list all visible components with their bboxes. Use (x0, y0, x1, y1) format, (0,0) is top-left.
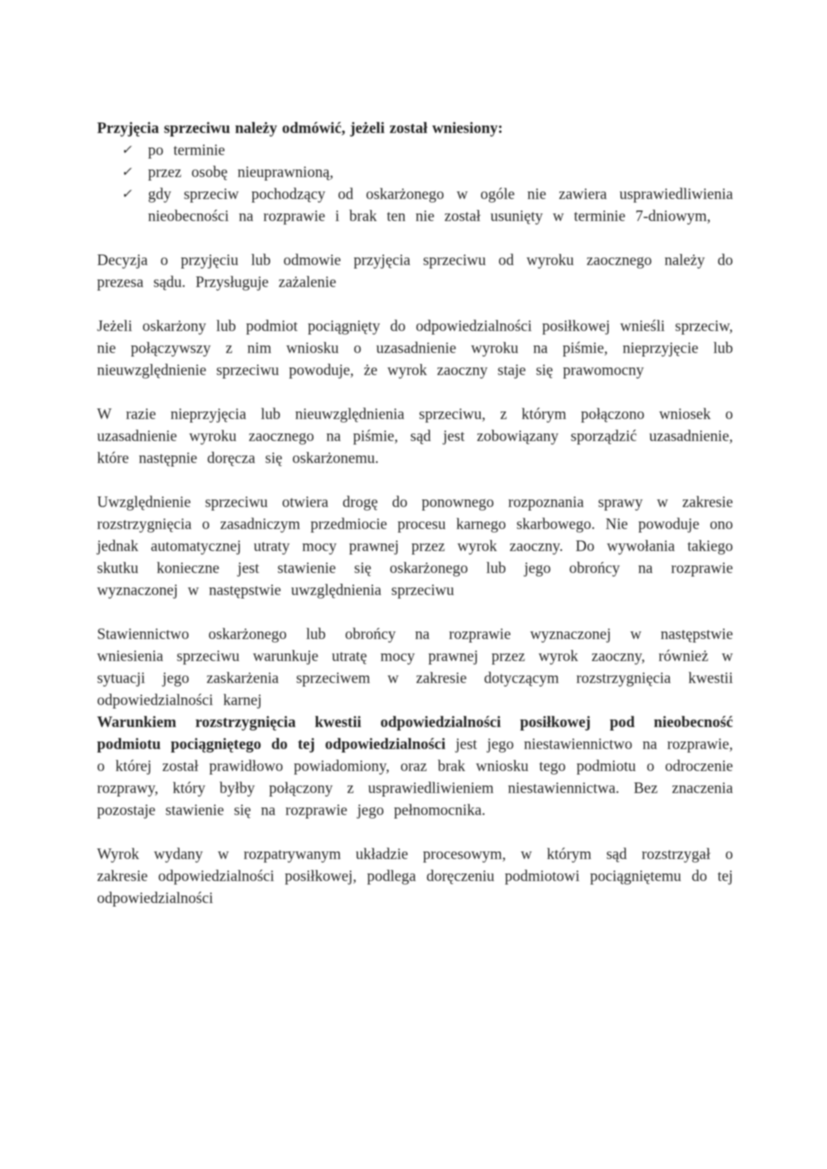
paragraph-finality: Jeżeli oskarżony lub podmiot pociągnięty do odpowiedzialności posiłkowej wnieśli sprzeciw, nie połączywszy z nim wniosku o uzasadnienie wyroku na piśmie, nieprzyjęcie lub nieuwzględnienie sprzeciwu powoduje, że wyrok zaoczny staje się prawomocny (97, 318, 733, 379)
paragraph-reexamination: Uwzględnienie sprzeciwu otwiera drogę do ponownego rozpoznania sprawy w zakresie rozstrzygnięcia o zasadniczym przedmiocie procesu karnego skarbowego. Nie powoduje ono jednak automatycznej utraty mocy prawnej przez wyrok zaoczny. Do wywołania takiego skutku konieczne jest stawienie się oskarżonego lub jego obrońcy na rozprawie wyznaczonej w następstwie uwzględnienia sprzeciwu (97, 494, 733, 599)
checkmark-icon: ✓ (120, 143, 135, 158)
heading-refusal-conditions: Przyjęcia sprzeciwu należy odmówić, jeżeli został wniesiony: (97, 120, 503, 137)
paragraph-justification: W razie nieprzyjęcia lub nieuwzględnienia sprzeciwu, z którym połączono wniosek o uzasadnienie wyroku zaocznego na piśmie, sąd jest zobowiązany sporządzić uzasadnienie, które następnie doręcza się oskarżonemu. (97, 406, 733, 467)
list-item-text: przez osobę nieuprawnioną, (148, 164, 334, 181)
document-content (97, 118, 733, 932)
checkmark-icon: ✓ (120, 187, 135, 202)
list-item (97, 162, 733, 184)
paragraph-liability-condition (97, 712, 733, 822)
checkmark-icon: ✓ (120, 165, 135, 180)
liability-condition-bold-text: Warunkiem rozstrzygnięcia kwestii odpowiedzialności posiłkowej pod nieobecność podmiotu pociągniętego do tej odpowiedzialności (97, 714, 733, 753)
paragraph-service: Wyrok wydany w rozpatrywanym układzie procesowym, w którym sąd rozstrzygał o zakresie odpowiedzialności posiłkowej, podlega doręczeniu podmiotowi pociągniętemu do tej odpowiedzialności (97, 846, 733, 907)
list-item-text: po terminie (148, 142, 226, 159)
paragraph-appearance: Stawiennictwo oskarżonego lub obrońcy na rozprawie wyznaczonej w następstwie wniesienia sprzeciwu warunkuje utratę mocy prawnej przez wyrok zaoczny, również w sytuacji jego zaskarżenia sprzeciwem w zakresie dotyczącym rozstrzygnięcia kwestii odpowiedzialności karnej (97, 626, 733, 709)
list-item (97, 184, 733, 228)
list-item (97, 140, 733, 162)
list-item-text: gdy sprzeciw pochodzący od oskarżonego w ogóle nie zawiera usprawiedliwienia nieobecności na rozprawie i brak ten nie został usunięty w terminie 7-dniowym, (148, 186, 733, 225)
refusal-conditions-list (97, 140, 733, 228)
liability-condition-rest-text: jest jego niestawiennictwo na rozprawie, o której został prawidłowo powiadomiony, oraz brak wniosku tego podmiotu o odroczenie rozprawy, który byłby połączony z usprawiedliwieniem niestawiennictwa. Bez znaczenia pozostaje stawienie się na rozprawie jego pełnomocnika. (97, 736, 733, 819)
paragraph-decision: Decyzja o przyjęciu lub odmowie przyjęcia sprzeciwu od wyroku zaocznego należy do prezesa sądu. Przysługuje zażalenie (97, 252, 733, 291)
